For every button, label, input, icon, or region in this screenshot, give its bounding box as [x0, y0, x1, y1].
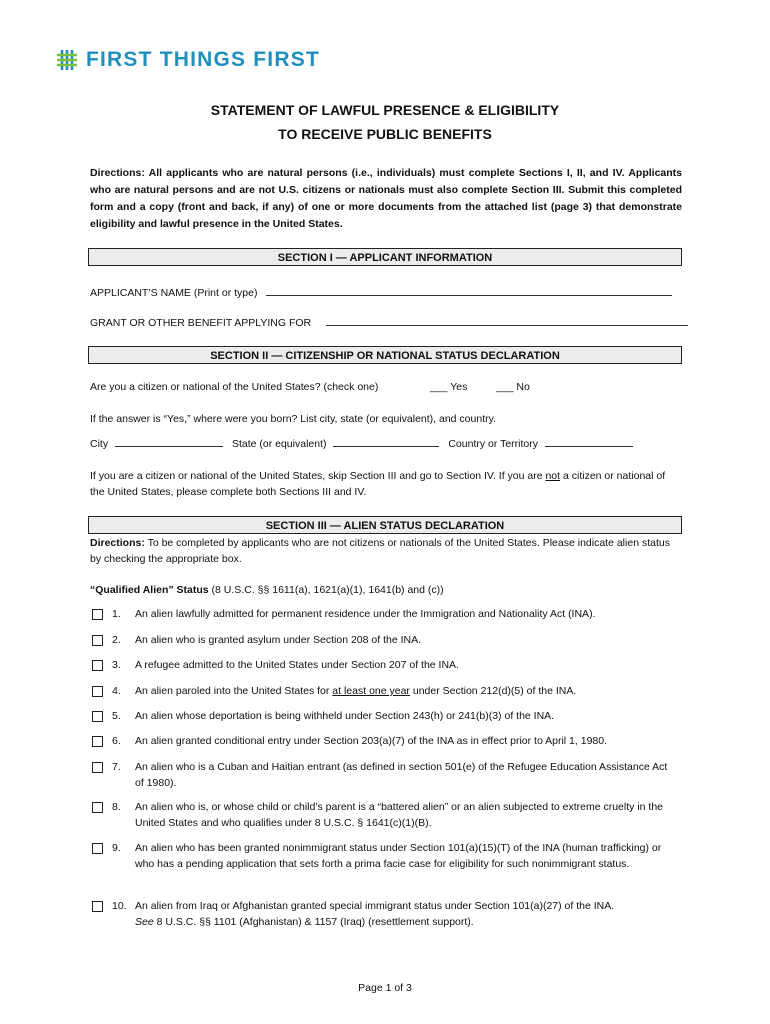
status-item [92, 683, 672, 699]
no-option[interactable]: ___ No [496, 381, 530, 393]
logo [56, 48, 320, 72]
item-text-b: under Section 212(d)(5) of the INA. [409, 685, 577, 697]
brand-name: FIRST THINGS FIRST [86, 48, 320, 71]
qa-cite: (8 U.S.C. §§ 1611(a), 1621(a)(1), 1641(b) and (c)) [208, 584, 444, 596]
section3-directions [90, 535, 682, 567]
status-checkbox[interactable] [92, 762, 103, 773]
grant-label: GRANT OR OTHER BENEFIT APPLYING FOR [90, 317, 312, 329]
item-number: 8. [112, 801, 121, 813]
section1-heading: SECTION I — APPLICANT INFORMATION [88, 248, 682, 266]
status-checkbox[interactable] [92, 802, 103, 813]
status-item [92, 799, 672, 831]
item-text-see: See [135, 916, 154, 928]
state-label: State (or equivalent) [231, 438, 327, 450]
status-checkbox[interactable] [92, 901, 103, 912]
status-item [92, 759, 672, 791]
status-checkbox[interactable] [92, 736, 103, 747]
item-text: An alien who is a Cuban and Haitian entrant (as defined in section 501(e) of the Refugee Education Assistance Act of 1980). [135, 761, 668, 789]
status-checkbox[interactable] [92, 686, 103, 697]
qualified-alien-heading [90, 582, 682, 598]
status-item [92, 840, 672, 872]
birthplace-row [90, 436, 633, 450]
section2-note [90, 468, 682, 500]
hash-grid-icon [56, 49, 78, 71]
item-number: 5. [112, 710, 121, 722]
directions-text: Directions: All applicants who are natural persons (i.e., individuals) must complete Sections I, II, and IV. Applicants who are natural persons and are not U.S. citizens or nationals must also complete Section III. Submit this completed form and a copy (front and back, if any) of one or more documents from the attached list (page 3) that demonstrate eligibility and lawful presence in the United States. [90, 167, 682, 230]
item-text: An alien whose deportation is being withheld under Section 243(h) or 241(b)(3) of the INA. [135, 710, 555, 722]
city-label: City [90, 438, 109, 450]
citizen-question: Are you a citizen or national of the United States? (check one) [90, 381, 379, 393]
item-text-a: An alien paroled into the United States for [135, 685, 333, 697]
page-number: Page 1 of 3 [358, 982, 412, 994]
item-text-main: An alien from Iraq or Afghanistan granted special immigrant status under Section 101(a)(27) of the INA. [135, 900, 615, 912]
note-not: not [545, 470, 561, 482]
applicant-name-field[interactable] [266, 285, 672, 296]
qa-label: “Qualified Alien” Status [90, 584, 209, 596]
grant-field[interactable] [326, 315, 688, 326]
born-question: If the answer is “Yes,” where were you born? List city, state (or equivalent), and country. [90, 413, 496, 425]
applicant-name-label: APPLICANT’S NAME (Print or type) [90, 287, 258, 299]
item-text: An alien lawfully admitted for permanent residence under the Immigration and Nationality Act (INA). [135, 608, 596, 620]
status-item [92, 632, 672, 648]
item-number: 9. [112, 842, 121, 854]
item-text [135, 898, 672, 930]
directions-body: To be completed by applicants who are not citizens or nationals of the United States. Please indicate alien status by checking the appropriate box. [90, 537, 670, 565]
state-field[interactable] [333, 436, 439, 447]
status-item [92, 898, 672, 930]
grant-row [90, 315, 688, 329]
status-checkbox[interactable] [92, 711, 103, 722]
item-number: 2. [112, 634, 121, 646]
item-number: 7. [112, 761, 121, 773]
item-text [135, 683, 672, 699]
status-checkbox[interactable] [92, 609, 103, 620]
section3-heading: SECTION III — ALIEN STATUS DECLARATION [88, 516, 682, 534]
status-item [92, 733, 672, 749]
directions-label: Directions: [90, 537, 145, 549]
item-text-see-rest: 8 U.S.C. §§ 1101 (Afghanistan) & 1157 (Iraq) (resettlement support). [153, 916, 474, 928]
status-checkbox[interactable] [92, 660, 103, 671]
country-label: Country or Territory [448, 438, 539, 450]
item-text-underlined: at least one year [332, 685, 410, 697]
item-text: An alien who is granted asylum under Section 208 of the INA. [135, 634, 422, 646]
yes-option[interactable]: ___ Yes [430, 381, 468, 393]
status-checkbox[interactable] [92, 635, 103, 646]
item-text: An alien granted conditional entry under Section 203(a)(7) of the INA as in effect prior to April 1, 1980. [135, 735, 608, 747]
status-item [92, 657, 672, 673]
item-number: 3. [112, 659, 121, 671]
item-number: 10. [112, 900, 127, 912]
section2-heading: SECTION II — CITIZENSHIP OR NATIONAL STATUS DECLARATION [88, 346, 682, 364]
item-number: 1. [112, 608, 121, 620]
citizen-question-row [90, 381, 378, 393]
note-part-b: a citizen or national of the United States, please complete both Sections III and IV. [90, 470, 666, 498]
applicant-name-row [90, 285, 672, 299]
note-part-a: If you are a citizen or national of the United States, skip Section III and go to Section IV. If you are [90, 470, 546, 482]
item-text: An alien who has been granted nonimmigrant status under Section 101(a)(15)(T) of the INA (human trafficking) or who has a pending application that sets forth a prima facie case for eligibility for such nonimmigrant status. [135, 842, 662, 870]
item-number: 6. [112, 735, 121, 747]
item-text: A refugee admitted to the United States under Section 207 of the INA. [135, 659, 459, 671]
form-title-line2: TO RECEIVE PUBLIC BENEFITS [278, 126, 492, 142]
city-field[interactable] [115, 436, 223, 447]
form-title-line1: STATEMENT OF LAWFUL PRESENCE & ELIGIBILITY [210, 102, 560, 118]
status-checkbox[interactable] [92, 843, 103, 854]
status-item [92, 708, 672, 724]
item-number: 4. [112, 685, 121, 697]
item-text: An alien who is, or whose child or child’s parent is a “battered alien” or an alien subjected to extreme cruelty in the United States and who qualifies under 8 U.S.C. § 1641(c)(1)(B). [135, 801, 664, 829]
country-field[interactable] [545, 436, 633, 447]
status-item [92, 606, 672, 622]
